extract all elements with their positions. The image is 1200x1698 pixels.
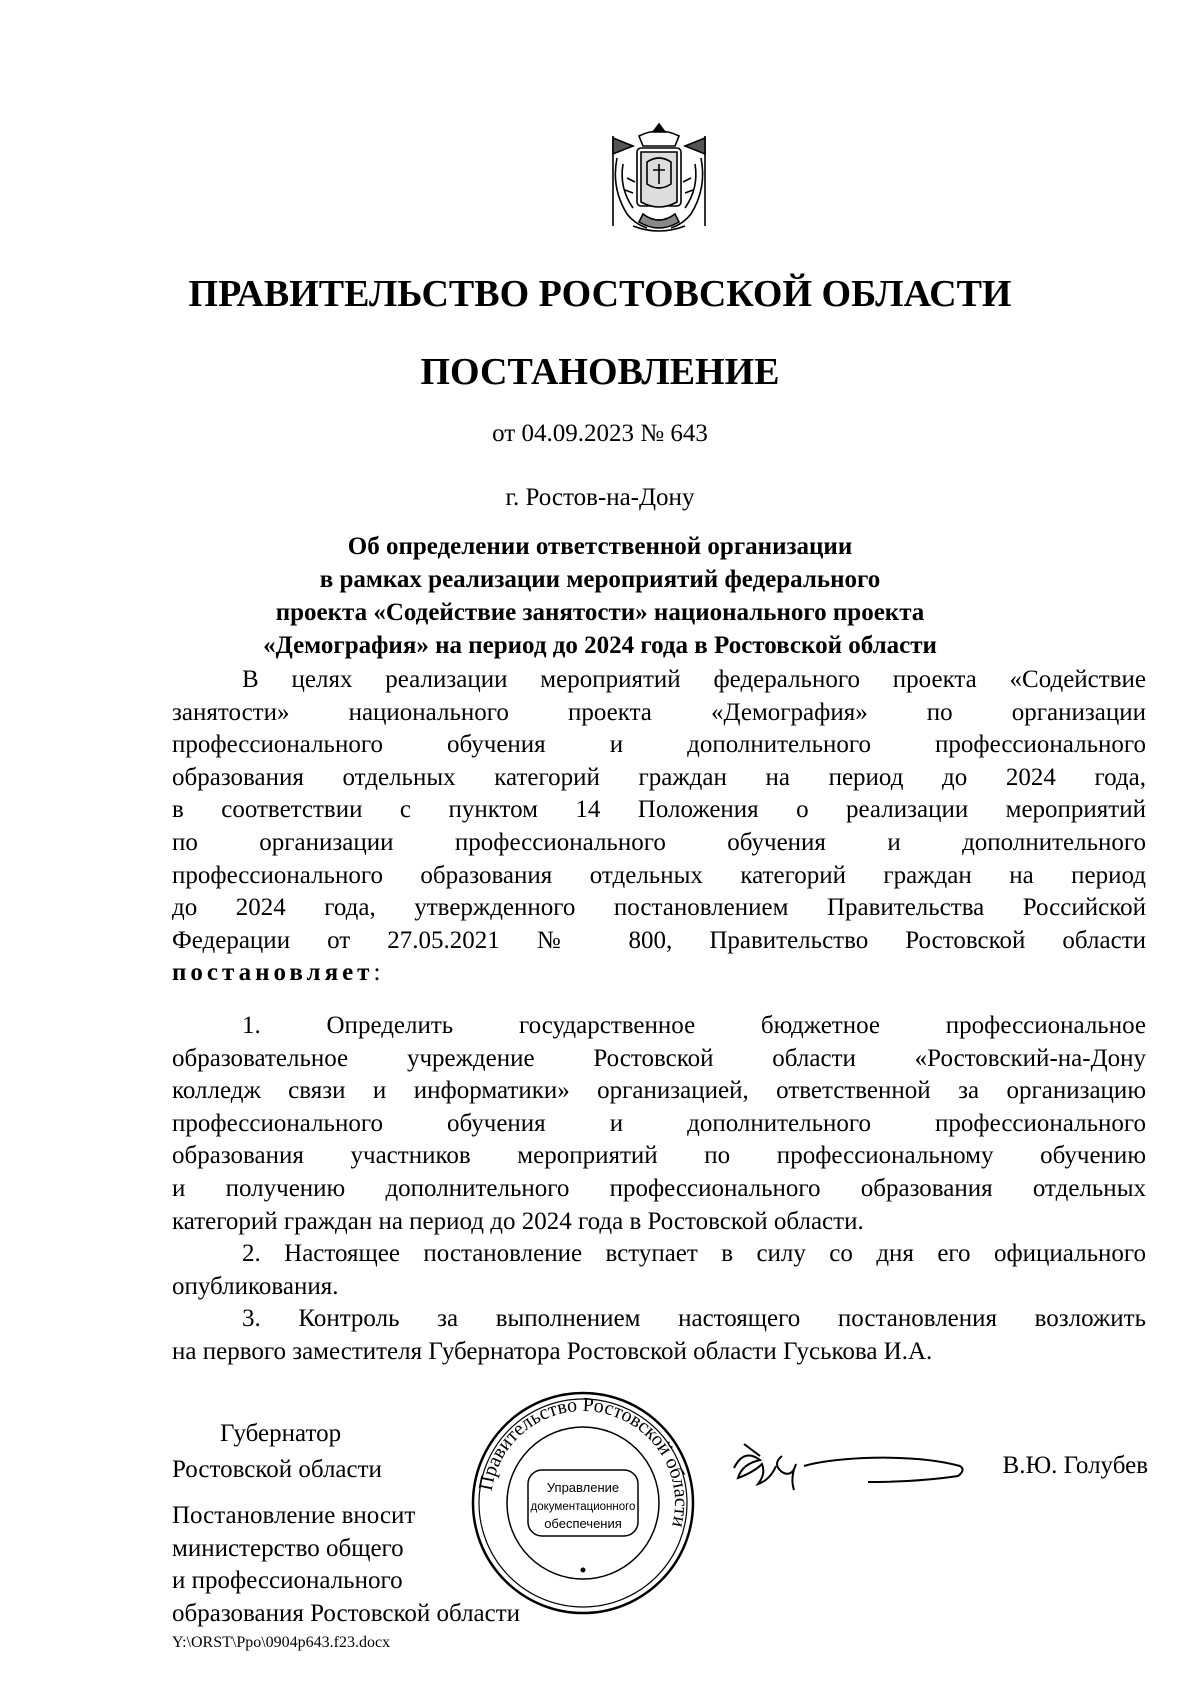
handwritten-signature	[724, 1438, 974, 1498]
document-subject	[0, 530, 1200, 662]
text-line: профессионального обучения и дополнительного профессионального	[172, 1109, 1146, 1137]
text-line: В целях реализации мероприятий федерального проекта «Содействие	[242, 666, 1146, 693]
text-line: образования отдельных категорий граждан на период до 2024 года,	[172, 763, 1146, 791]
text-line: образования участников мероприятий по профессиональному обучению	[172, 1142, 1146, 1170]
text-line: образовательное учреждение Ростовской области «Ростовский-на-Дону	[172, 1044, 1146, 1072]
preamble-paragraph	[172, 664, 1146, 990]
text-line: 2. Настоящее постановление вступает в силу со дня его официального	[242, 1240, 1146, 1267]
text-line: 3. Контроль за выполнением настоящего постановления возложить	[242, 1305, 1146, 1332]
text-line: колледж связи и информатики» организацией, ответственной за организацию	[172, 1077, 1146, 1105]
item-3-paragraph	[172, 1303, 1146, 1368]
signatory-position	[172, 1416, 382, 1488]
resolves-line	[172, 957, 1146, 990]
file-path: Y:\ORST\Ppo\0904p643.f23.docx	[172, 1634, 391, 1651]
subject-line: «Демография» на период до 2024 года в Ростовской области	[263, 632, 937, 659]
text-line: опубликования.	[172, 1272, 339, 1300]
subject-line: Об определении ответственной организации	[347, 533, 853, 560]
resolves-word: постановляет	[172, 959, 374, 987]
resolves-punct: :	[373, 959, 381, 987]
document-type-heading: ПОСТАНОВЛЕНИЕ	[420, 351, 780, 393]
note-line: и профессионального	[172, 1567, 403, 1595]
text-line: категорий граждан на период до 2024 года в Ростовской области.	[172, 1207, 864, 1235]
text-line: по организации профессионального обучения и дополнительного	[172, 828, 1146, 856]
subject-line: проекта «Содействие занятости» национального проекта	[275, 599, 925, 626]
note-line: образования Ростовской области	[172, 1599, 521, 1627]
signatory-name: В.Ю. Голубев	[1002, 1452, 1148, 1479]
document-date-number: от 04.09.2023 № 643	[492, 420, 708, 447]
coat-of-arms-icon	[603, 118, 715, 240]
subject-line: в рамках реализации мероприятий федерального	[319, 566, 881, 593]
item-1-paragraph	[172, 1010, 1146, 1238]
text-line: в соответствии с пунктом 14 Положения о реализации мероприятий	[172, 796, 1146, 824]
item-2-paragraph	[172, 1238, 1146, 1303]
text-line: до 2024 года, утвержденного постановлением Правительства Российской	[172, 894, 1146, 922]
introduced-by-note	[172, 1500, 520, 1630]
text-line: Федерации от 27.05.2021 № 800, Правительство Ростовской области	[172, 926, 1146, 954]
note-line: министерство общего	[172, 1534, 404, 1562]
note-line: Постановление вносит	[172, 1502, 416, 1529]
text-line: занятости» национального проекта «Демография» по организации	[172, 698, 1146, 726]
text-line: на первого заместителя Губернатора Ростовской области Гуськова И.А.	[172, 1337, 933, 1365]
document-city: г. Ростов-на-Дону	[505, 484, 695, 511]
text-line: профессионального образования отдельных категорий граждан на период	[172, 861, 1146, 889]
text-line: профессионального обучения и дополнительного профессионального	[172, 731, 1146, 759]
seal-star-icon	[581, 1568, 586, 1573]
position-line: Ростовской области	[172, 1456, 382, 1483]
position-line: Губернатор	[220, 1420, 342, 1447]
seal-inner-line: Управление	[546, 1480, 620, 1495]
text-line: 1. Определить государственное бюджетное профессиональное	[242, 1012, 1146, 1039]
text-line: и получению дополнительного профессионального образования отдельных	[172, 1174, 1146, 1202]
seal-inner-line: обеспечения	[544, 1516, 622, 1531]
seal-outer-text: Правительство Ростовской области	[474, 1393, 693, 1530]
seal-inner-line: документационного	[530, 1501, 636, 1513]
organization-title: ПРАВИТЕЛЬСТВО РОСТОВСКОЙ ОБЛАСТИ	[188, 273, 1012, 315]
